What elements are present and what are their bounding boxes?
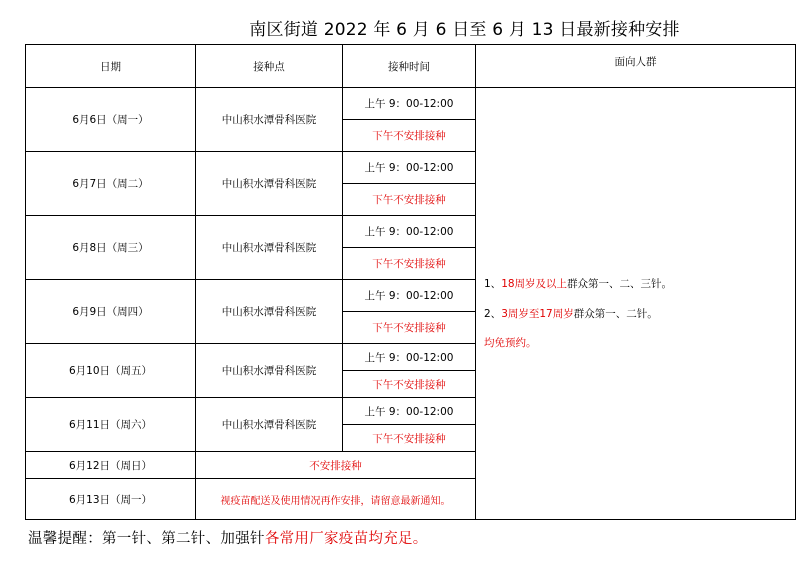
date-cell: 6月10日（周五） [26,344,196,398]
note-cell: 视疫苗配送及使用情况再作安排，请留意最新通知。 [196,479,476,520]
am-time-cell: 上午 9：00-12:00 [343,344,476,371]
date-cell: 6月11日（周六） [26,398,196,452]
crowd-item-3: 均免预约。 [484,337,537,350]
crowd-item-1: 1、18周岁及以上群众第一、二、三针。 [484,278,673,290]
note-cell: 不安排接种 [196,452,476,479]
notice-highlight: 各常用厂家疫苗均充足。 [264,531,428,547]
pm-time-cell: 下午不安排接种 [343,248,476,280]
date-cell: 6月6日（周一） [26,88,196,152]
site-cell: 中山积水潭骨科医院 [196,280,343,344]
am-time-cell: 上午 9：00-12:00 [343,280,476,312]
pm-time-cell: 下午不安排接种 [343,120,476,152]
am-time-cell: 上午 9：00-12:00 [343,88,476,120]
notice-prefix: 温馨提醒：第一针、第二针、加强针 [28,531,265,547]
pm-time-cell: 下午不安排接种 [343,425,476,452]
am-time-cell: 上午 9：00-12:00 [343,152,476,184]
page-title [0,15,811,40]
table-row [26,88,796,120]
site-cell: 中山积水潭骨科医院 [196,398,343,452]
title-text: 南区街道 2022 年 6 月 6 日至 6 月 13 日最新接种安排 [249,20,680,40]
header-site: 接种点 [196,45,343,88]
am-time-cell: 上午 9：00-12:00 [343,216,476,248]
date-cell: 6月13日（周一） [26,479,196,520]
date-cell: 6月12日（周日） [26,452,196,479]
header-crowd: 面向人群 [476,45,796,88]
date-cell: 6月9日（周四） [26,280,196,344]
date-cell: 6月7日（周二） [26,152,196,216]
header-date: 日期 [26,45,196,88]
date-cell: 6月8日（周三） [26,216,196,280]
schedule-table [25,44,796,520]
pm-time-cell: 下午不安排接种 [343,184,476,216]
pm-time-cell: 下午不安排接种 [343,312,476,344]
site-cell: 中山积水潭骨科医院 [196,216,343,280]
crowd-cell [476,88,796,520]
reminder-notice [28,527,428,548]
crowd-item-2: 2、3周岁至17周岁群众第一、二针。 [484,307,658,320]
site-cell: 中山积水潭骨科医院 [196,344,343,398]
site-cell: 中山积水潭骨科医院 [196,152,343,216]
pm-time-cell: 下午不安排接种 [343,371,476,398]
site-cell: 中山积水潭骨科医院 [196,88,343,152]
am-time-cell: 上午 9：00-12:00 [343,398,476,425]
header-row [26,45,796,88]
header-time: 接种时间 [343,45,476,88]
